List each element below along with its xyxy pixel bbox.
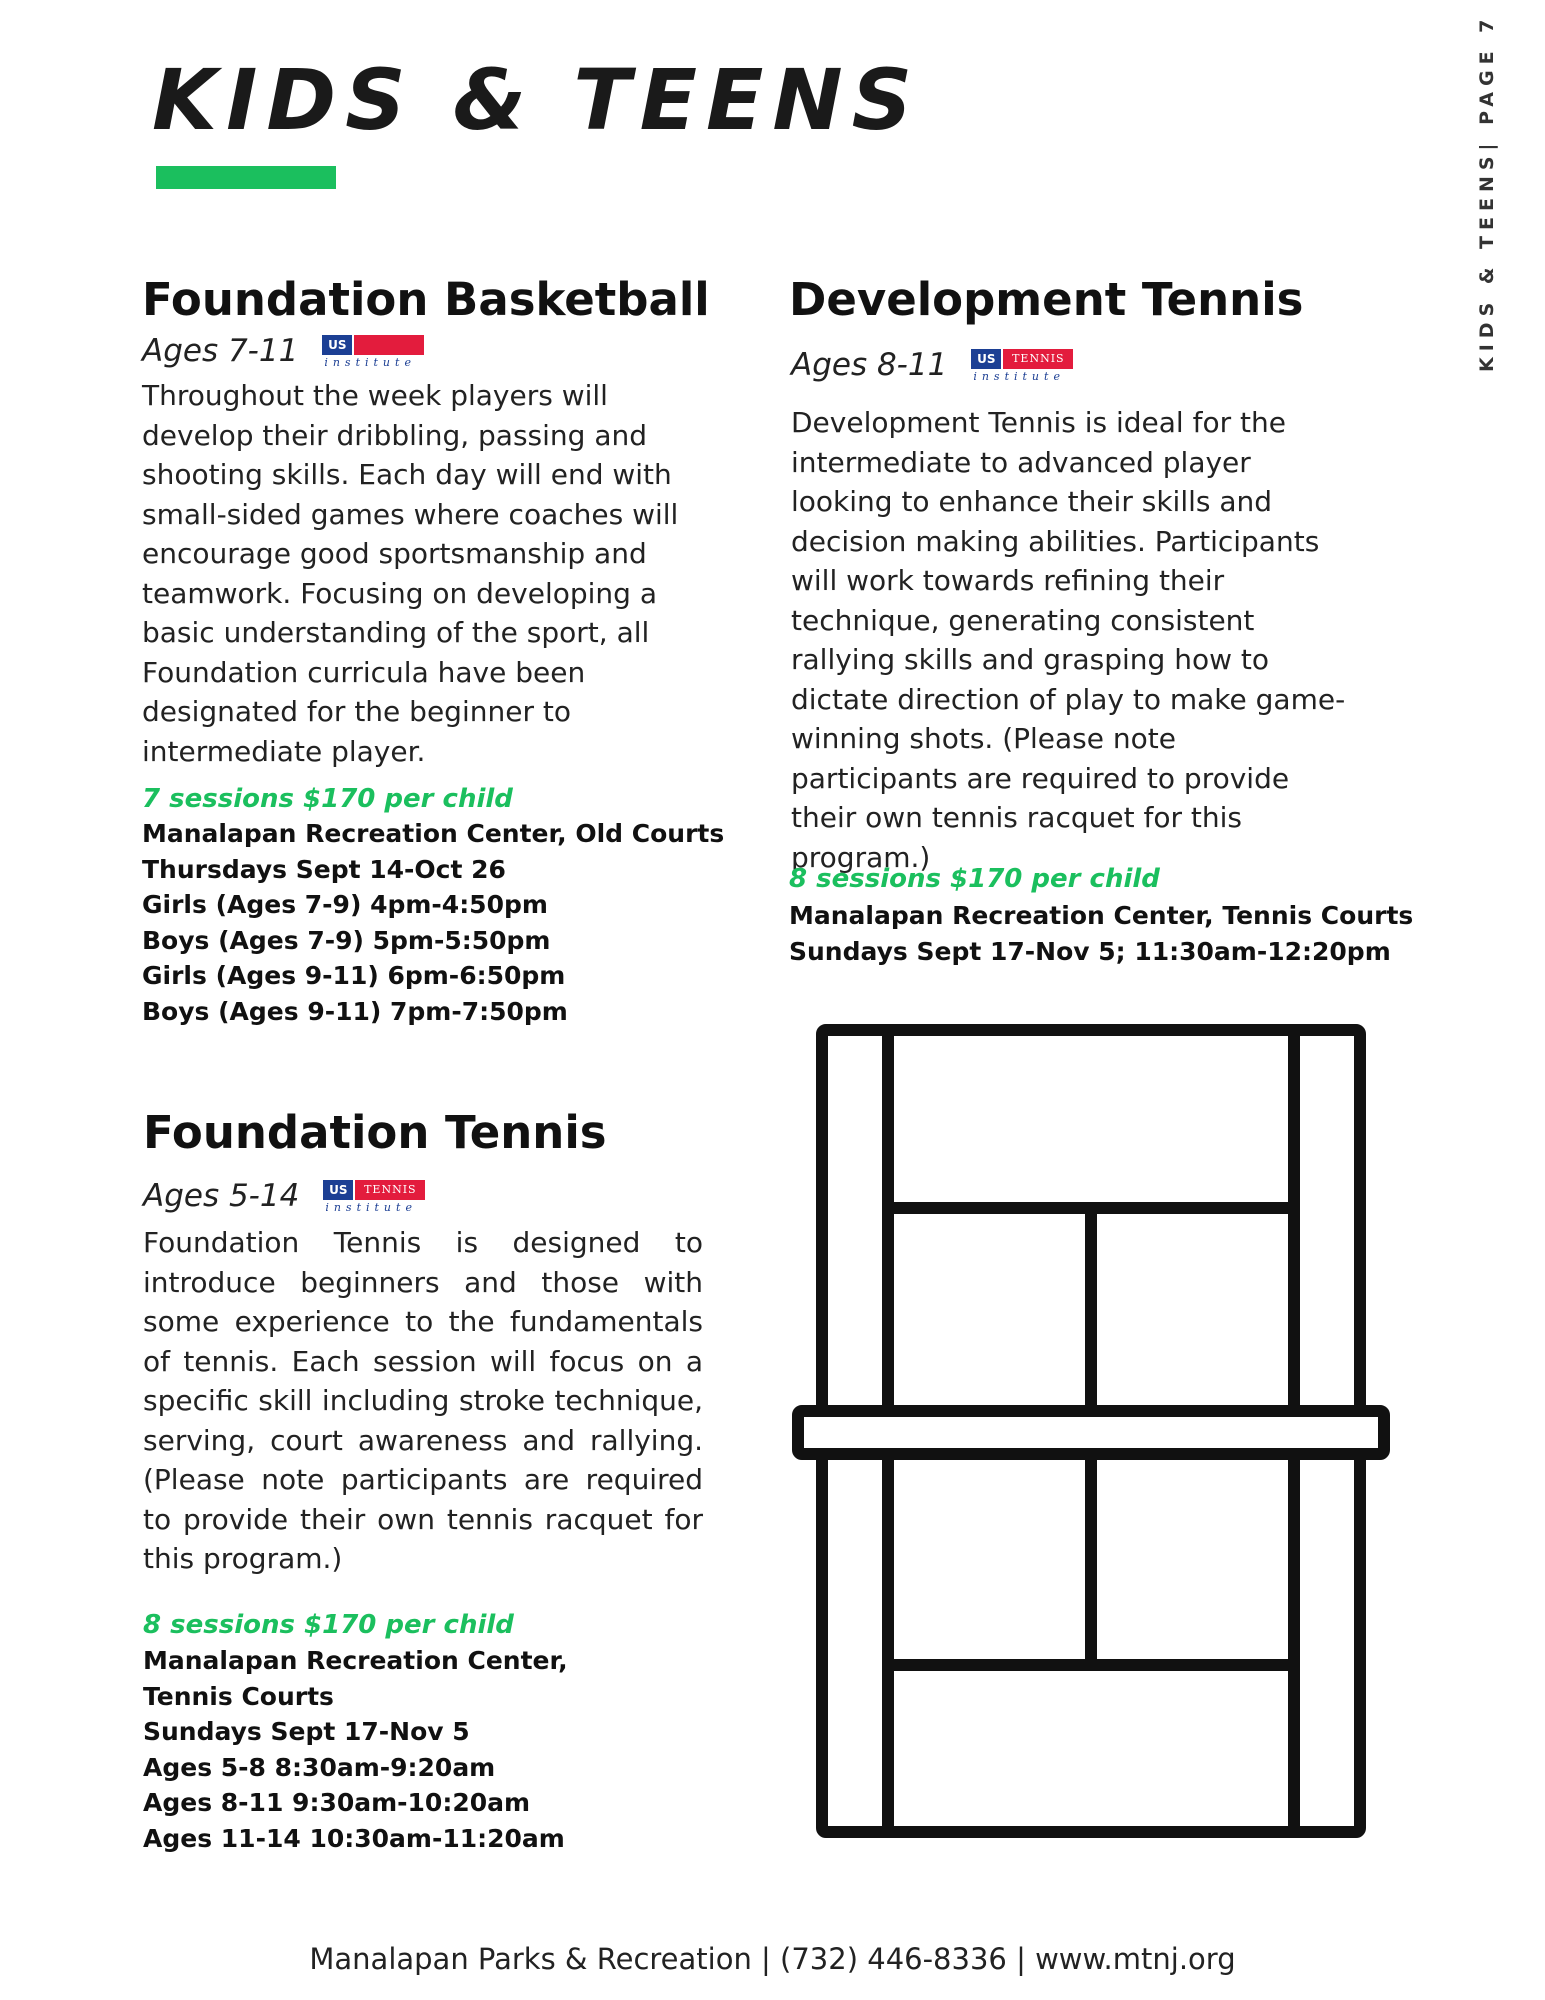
foundation-basketball-ages-row xyxy=(142,332,424,369)
foundation-basketball-ages: Ages 7-11 xyxy=(142,332,299,369)
foundation-tennis-ages-row xyxy=(143,1177,425,1214)
logo-tennis-mark: TENNIS xyxy=(355,1180,425,1200)
logo-institute-text: institute xyxy=(973,370,1065,383)
development-tennis-description: Development Tennis is ideal for the intermediate to advanced player looking to enhance their skills and decision making abilities. Participants will work towards refining their technique, generating consistent rallying skills and grasping how to dictate direction of play to make game-winning shots. (Please note participants are required to provide their own tennis racquet for this program.) xyxy=(791,406,1346,874)
title-accent-bar xyxy=(156,166,336,189)
development-tennis-price: 8 sessions $170 per child xyxy=(789,864,1160,894)
foundation-basketball-price: 7 sessions $170 per child xyxy=(142,784,513,814)
us-tennis-institute-logo xyxy=(971,349,1073,381)
foundation-tennis-ages: Ages 5-14 xyxy=(143,1177,300,1214)
detail-line: Sundays Sept 17-Nov 5; 11:30am-12:20pm xyxy=(789,936,1391,966)
detail-line: Manalapan Recreation Center, xyxy=(143,1646,568,1675)
foundation-tennis-price: 8 sessions $170 per child xyxy=(143,1610,514,1640)
logo-us-mark: US xyxy=(971,349,1001,369)
logo-us-mark: US xyxy=(323,1180,353,1200)
logo-red-bar xyxy=(354,335,424,355)
logo-institute-text: institute xyxy=(324,356,416,369)
development-tennis-ages: Ages 8-11 xyxy=(791,346,948,383)
footer-contact: Manalapan Parks & Recreation | (732) 446-8336 | www.mtnj.org xyxy=(309,1942,1236,1976)
logo-us-mark: US xyxy=(322,335,352,355)
detail-line: Thursdays Sept 14-Oct 26 xyxy=(142,854,506,884)
tennis-court-icon xyxy=(780,1020,1400,1860)
us-tennis-institute-logo xyxy=(322,335,424,367)
detail-line: Ages 11-14 10:30am-11:20am xyxy=(143,1823,565,1853)
side-page-label: KIDS & TEENS| PAGE 7 xyxy=(1476,13,1498,372)
foundation-basketball-details xyxy=(142,816,724,1029)
development-tennis-details xyxy=(789,898,1413,969)
detail-line: Ages 8-11 9:30am-10:20am xyxy=(143,1788,531,1817)
development-tennis-heading: Development Tennis xyxy=(789,273,1304,326)
foundation-basketball-description: Throughout the week players will develop their dribbling, passing and shooting skills. Each day will end with small-sided games where coaches will encourage good sportsmanship and teamwork. Focusing on developing a basic understanding of the sport, all Foundation curricula have been designated for the beginner to intermediate player. xyxy=(142,379,679,768)
foundation-basketball-heading: Foundation Basketball xyxy=(142,273,710,326)
us-tennis-institute-logo xyxy=(323,1180,425,1212)
development-tennis-ages-row xyxy=(791,346,1073,383)
detail-line: Ages 5-8 8:30am-9:20am xyxy=(143,1752,496,1782)
logo-tennis-mark: TENNIS xyxy=(1003,349,1073,369)
detail-line: Girls (Ages 9-11) 6pm-6:50pm xyxy=(142,961,566,990)
detail-line: Tennis Courts xyxy=(143,1681,334,1711)
page-title: KIDS & TEENS xyxy=(152,51,922,149)
foundation-tennis-heading: Foundation Tennis xyxy=(143,1106,607,1159)
detail-line: Boys (Ages 7-9) 5pm-5:50pm xyxy=(142,925,551,955)
logo-institute-text: institute xyxy=(325,1201,417,1214)
foundation-tennis-description: Foundation Tennis is designed to introduce beginners and those with some experience to the fundamentals of tennis. Each session will focus on a specific skill including stroke technique, serving, court awareness and rallying. (Please note participants are required to provide their own tennis racquet for this program.) xyxy=(143,1226,703,1575)
detail-line: Girls (Ages 7-9) 4pm-4:50pm xyxy=(142,890,548,919)
detail-line: Boys (Ages 9-11) 7pm-7:50pm xyxy=(142,996,568,1026)
detail-line: Manalapan Recreation Center, Tennis Courts xyxy=(789,901,1414,930)
detail-line: Sundays Sept 17-Nov 5 xyxy=(143,1717,470,1746)
detail-line: Manalapan Recreation Center, Old Courts xyxy=(142,819,725,848)
foundation-tennis-details xyxy=(143,1643,568,1856)
